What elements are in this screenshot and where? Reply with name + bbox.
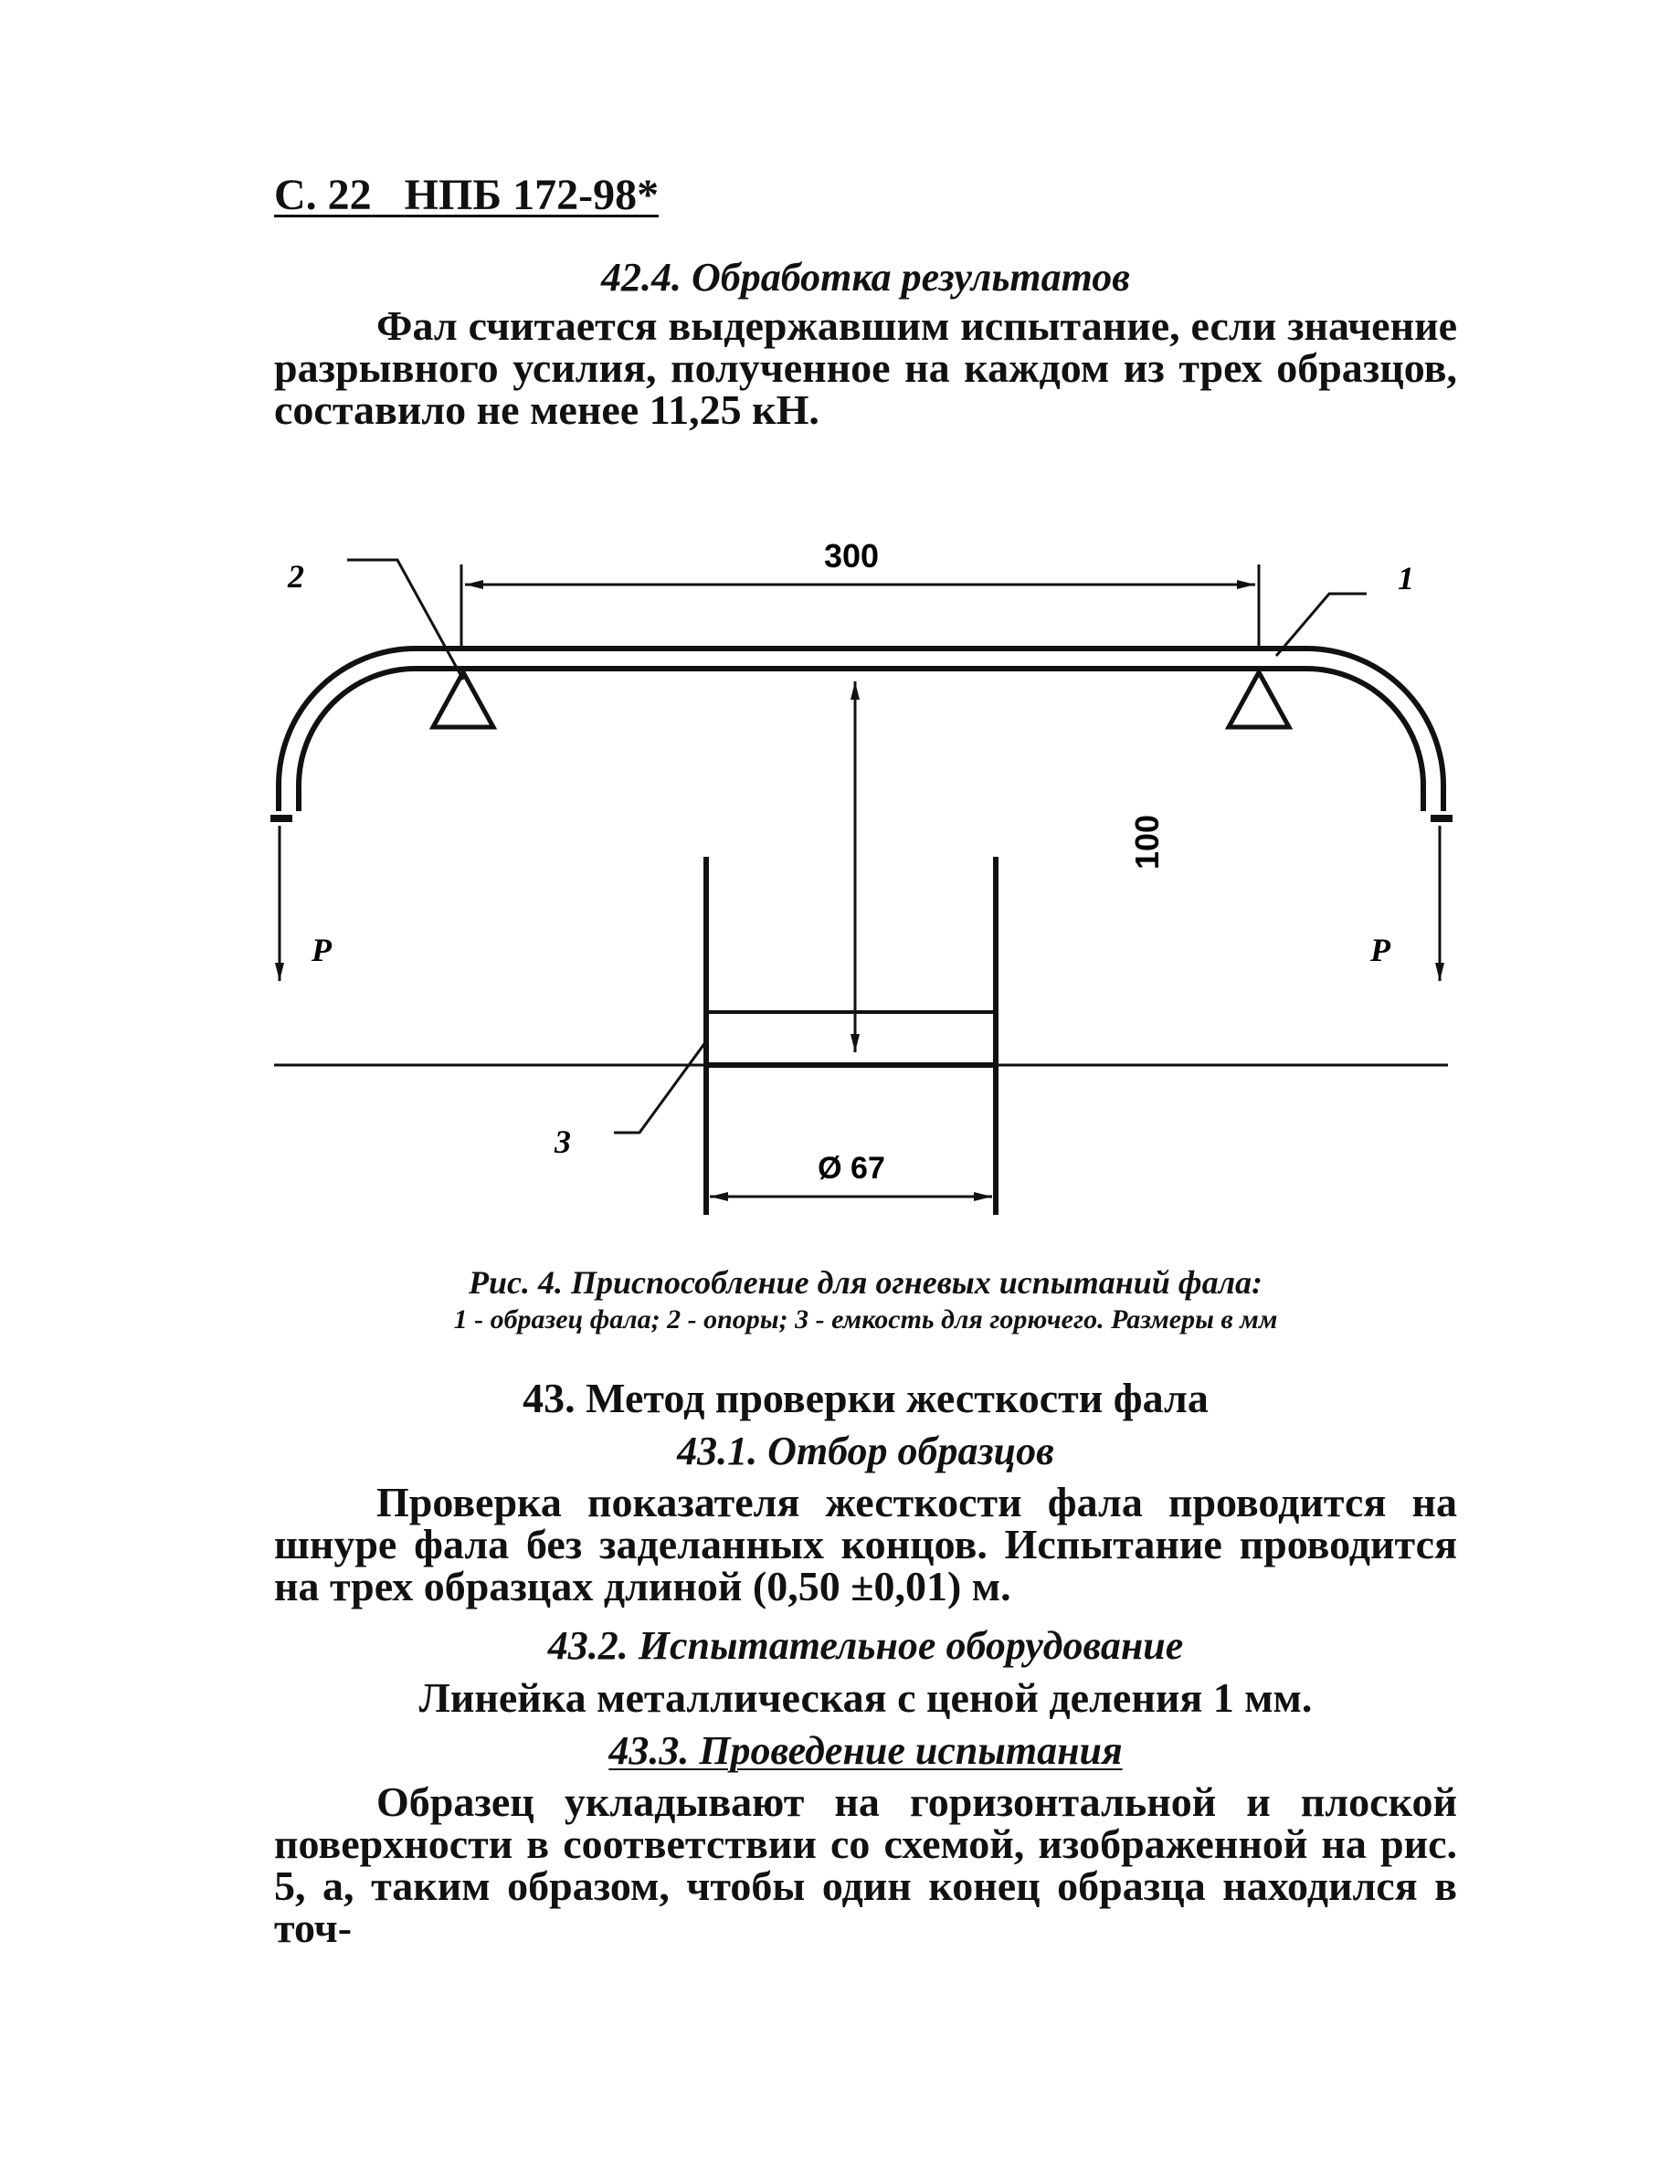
- leader-line-3: [614, 1041, 706, 1133]
- support-right: [1229, 672, 1289, 727]
- force-label-left: P: [312, 932, 332, 968]
- dimension-300: [461, 564, 1259, 649]
- section-42-4-paragraph: Фал считается выдержавшим испытание, если значение разрывного усилия, полученное на каждом из трех образцов, составило не менее 11,25 кН.: [274, 302, 1457, 433]
- label-2: 2: [288, 558, 304, 595]
- page-header: [274, 170, 659, 220]
- label-1: 1: [1398, 560, 1414, 596]
- rope-specimen: [279, 649, 1443, 811]
- figure-caption-title: Рис. 4. Приспособление для огневых испытаний фала:: [468, 1264, 1263, 1301]
- force-label-right: P: [1370, 932, 1390, 968]
- support-left: [433, 672, 493, 727]
- section-43-2-paragraph: Линейка металлическая с ценой деления 1 мм.: [418, 1674, 1313, 1721]
- section-43-1-paragraph: Проверка показателя жесткости фала проводится на шнуре фала без заделанных концов. Испытание проводится на трех образцах длиной (0,50 ±0,01) м.: [274, 1479, 1457, 1609]
- label-3: 3: [555, 1124, 571, 1160]
- section-43-2-title: 43.2. Испытательное оборудование: [547, 1623, 1184, 1668]
- dimension-diameter-label: Ø 67: [818, 1151, 885, 1186]
- section-43-3-paragraph: Образец укладывают на горизонтальной и плоской поверхности в соответствии со схемой, изображенной на рис. 5, а, таким образом, чтобы один конец образца находился в точ-: [274, 1778, 1457, 1951]
- figure-fire-test-device: [0, 512, 1680, 1261]
- dimension-100-label: 100: [1128, 814, 1166, 870]
- leader-line-2: [347, 560, 463, 680]
- dimension-300-label: 300: [823, 537, 880, 575]
- section-42-4-title: 42.4. Обработка результатов: [601, 255, 1130, 300]
- section-43-title: 43. Метод проверки жесткости фала: [523, 1375, 1209, 1421]
- document-code: НПБ 172-98*: [404, 171, 660, 219]
- page-number: С. 22: [274, 171, 372, 219]
- section-43-3-title: 43.3. Проведение испытания: [608, 1728, 1123, 1773]
- section-43-1-title: 43.1. Отбор образцов: [677, 1429, 1054, 1473]
- figure-caption-legend: 1 - образец фала; 2 - опоры; 3 - емкость для горючего. Размеры в мм: [453, 1304, 1278, 1335]
